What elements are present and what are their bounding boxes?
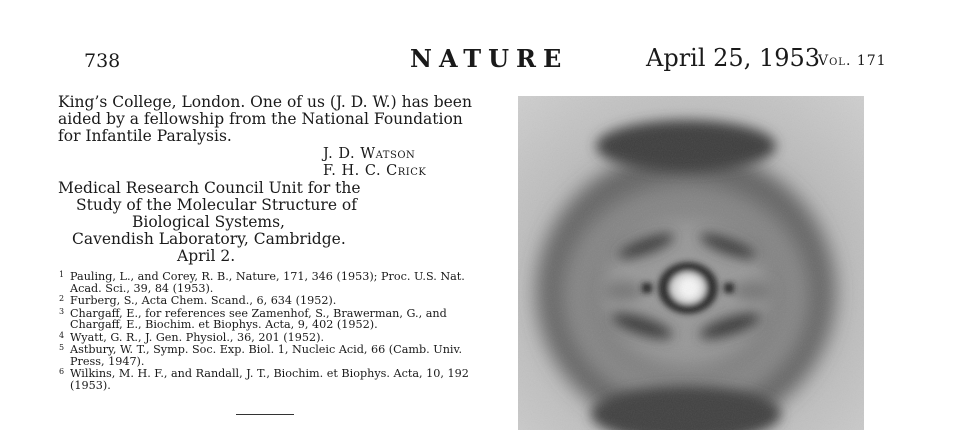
body-line: for Infantile Paralysis. [58,127,232,145]
reference-number: 2 [59,294,65,303]
reference-list [56,271,476,392]
journal-title: NATURE [410,44,569,73]
reference-item [56,271,476,294]
x-ray-diffraction-pattern-icon [518,96,864,430]
page-number: 738 [84,50,121,72]
reference-text: Wyatt, G. R., J. Gen. Physiol., 36, 201 (1952). [70,330,325,344]
section-rule [228,414,294,415]
reference-item [56,308,476,331]
author-name: J. D. Watson [323,146,416,162]
author-name: F. H. C. Crick [323,163,427,179]
volume-label [818,53,887,69]
reference-number: 3 [59,306,65,316]
reference-item [56,368,476,391]
body-line: King’s College, London. One of us (J. D. W.) has been [58,93,472,111]
reference-item [56,295,476,307]
reference-number: 4 [59,330,65,340]
reference-text: Pauling, L., and Corey, R. B., Nature, 171, 346 (1953); Proc. U.S. Nat. Acad. Sci., 39, 84 (1953). [70,270,465,295]
affiliation-line: Biological Systems, [132,213,285,231]
volume-word: Vol. [818,53,852,69]
reference-number: 5 [59,343,65,352]
reference-number: 1 [59,270,65,279]
volume-number: 171 [856,53,887,69]
reference-text: Furberg, S., Acta Chem. Scand., 6, 634 (1952). [70,294,337,307]
issue-date: April 25, 1953 [646,44,821,72]
reference-item [56,344,476,367]
reference-text: Wilkins, M. H. F., and Randall, J. T., Biochim. et Biophys. Acta, 10, 192 (1953). [70,367,469,392]
reference-text: Astbury, W. T., Symp. Soc. Exp. Biol. 1, Nucleic Acid, 66 (Camb. Univ. Press, 1947). [70,343,463,368]
reference-text: Chargaff, E., for references see Zamenhof, S., Brawerman, G., and Chargaff, E., Biochim. et Biophys. Acta, 9, 402 (1952). [70,306,447,331]
diffraction-image [518,96,864,430]
affiliation-date: April 2. [177,247,236,265]
affiliation-line: Cavendish Laboratory, Cambridge. [72,230,346,248]
reference-number: 6 [59,367,65,376]
body-line: aided by a fellowship from the National Foundation [58,110,463,128]
affiliation-line: Study of the Molecular Structure of [76,196,357,214]
affiliation-line: Medical Research Council Unit for the [58,179,361,197]
reference-item [56,332,476,344]
